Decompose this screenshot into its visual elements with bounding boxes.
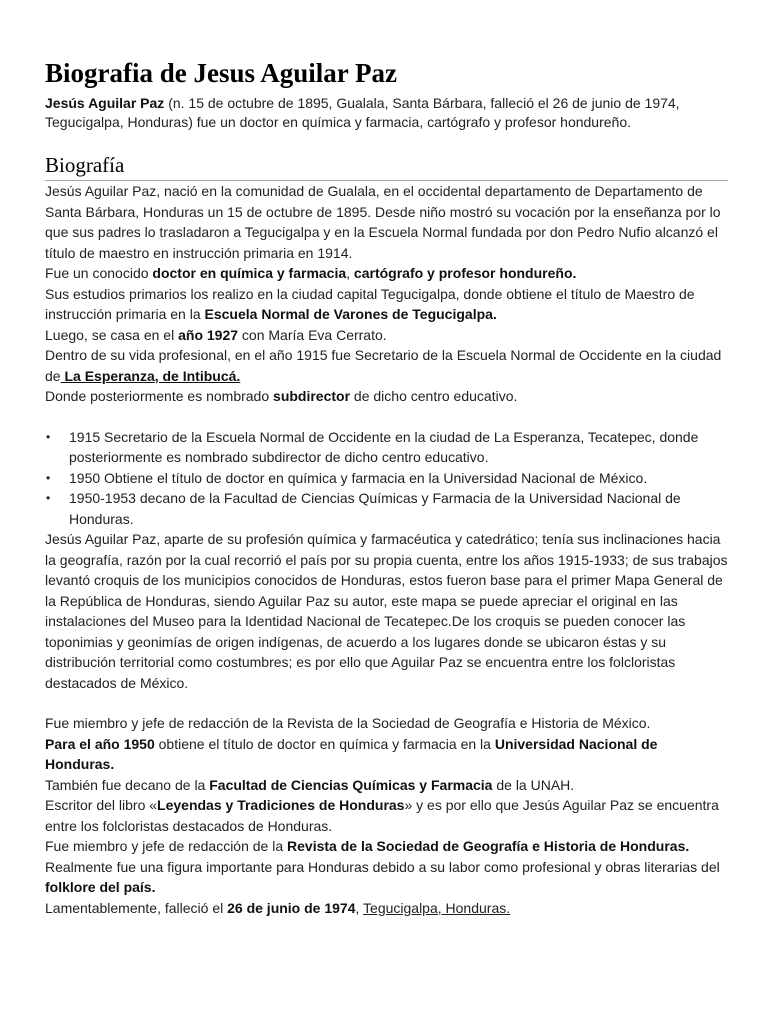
- paragraph-profession: [45, 263, 728, 284]
- list-item-text: 1950-1953 decano de la Facultad de Ciencias Químicas y Farmacia de la Universidad Nacional de Honduras.: [69, 490, 681, 527]
- dean-faculty: Facultad de Ciencias Químicas y Farmacia: [209, 776, 493, 793]
- paragraph-death: [45, 898, 728, 919]
- paragraph-book: [45, 795, 728, 836]
- revista-text: Fue miembro y jefe de redacción de la: [45, 838, 288, 854]
- career-list: [45, 427, 728, 530]
- book-text: Escritor del libro «: [45, 797, 158, 813]
- studies-bold: Escuela Normal de Varones de Tegucigalpa.: [204, 306, 497, 322]
- bullet-icon: •: [46, 470, 51, 485]
- section-heading-biografia: Biografía: [45, 152, 728, 181]
- book-title: Leyendas y Tradiciones de Honduras: [157, 797, 405, 813]
- profession-separator: ,: [346, 265, 354, 281]
- subdirector-text-end: de dicho centro educativo.: [350, 388, 518, 404]
- death-text: Lamentablemente, falleció el: [45, 899, 228, 916]
- paragraph-subdirector: [45, 386, 728, 407]
- list-item-text: 1915 Secretario de la Escuela Normal de Occidente en la ciudad de La Esperanza, Tecatepec, donde posteriormente es nombrado subdirector de dicho centro educativo.: [69, 428, 699, 465]
- importance-bold: folklore del país.: [45, 879, 156, 895]
- death-separator: ,: [355, 899, 364, 916]
- list-item-text: 1950 Obtiene el título de doctor en química y farmacia en la Universidad Nacional de México.: [69, 469, 648, 486]
- career-text: Dentro de su vida profesional, en el año 1915 fue Secretario de la Escuela Normal de Occidente en la ciudad de: [45, 347, 722, 384]
- marriage-text-end: con María Eva Cerrato.: [238, 326, 387, 343]
- list-item: [46, 488, 728, 529]
- subdirector-text: Donde posteriormente es nombrado: [45, 388, 274, 404]
- doctorate-university: Universidad Nacional de Honduras.: [45, 735, 658, 772]
- paragraph-revista-mexico: Fue miembro y jefe de redacción de la Revista de la Sociedad de Geografía e Historia de México.: [45, 715, 651, 731]
- link-la-esperanza[interactable]: La Esperanza, de Intibucá.: [60, 367, 241, 384]
- marriage-year: año 1927: [178, 326, 239, 343]
- profession-text: Fue un conocido: [45, 265, 153, 281]
- paragraph-revista-honduras: [45, 836, 728, 857]
- paragraph-importance: [45, 857, 728, 898]
- dean-text-end: de la UNAH.: [492, 776, 575, 793]
- book-text-end: » y es por ello que Jesús Aguilar Paz se encuentra entre los folcloristas destacados de Honduras.: [45, 797, 719, 834]
- lead-name: Jesús Aguilar Paz: [45, 95, 165, 111]
- subdirector-bold: subdirector: [273, 388, 351, 404]
- doctorate-year: Para el año 1950: [45, 735, 155, 752]
- paragraph-marriage: [45, 325, 728, 346]
- lead-paragraph: [45, 94, 728, 132]
- list-item: [46, 427, 728, 468]
- bullet-icon: •: [46, 491, 51, 505]
- profession-bold-2: cartógrafo y profesor hondureño.: [353, 265, 577, 281]
- list-item: [46, 468, 728, 489]
- paragraph-career: [45, 345, 728, 386]
- lead-text: (n. 15 de octubre de 1895, Gualala, Santa Bárbara, falleció el 26 de junio de 1974, Tegucigalpa, Honduras) fue un doctor en química y farmacia, cartógrafo y profesor hondureño.: [45, 95, 680, 130]
- importance-text: Realmente fue una figura importante para Honduras debido a su labor como profesional y obras literarias del: [45, 858, 720, 875]
- marriage-text: Luego, se casa en el: [45, 326, 179, 343]
- doctorate-text: obtiene el título de doctor en química y farmacia en la: [154, 735, 495, 752]
- dean-text: También fue decano de la: [45, 776, 210, 793]
- death-date: 26 de junio de 1974: [227, 899, 356, 916]
- paragraph-doctorate: [45, 734, 728, 775]
- paragraph-dean: [45, 775, 728, 796]
- paragraph-birth: [45, 181, 728, 263]
- bullet-icon: •: [46, 429, 51, 444]
- studies-text: Sus estudios primarios los realizo en la ciudad capital Tegucigalpa, donde obtiene el título de Maestro de instrucción primaria en la: [45, 285, 695, 322]
- page-title: Biografia de Jesus Aguilar Paz: [45, 58, 398, 88]
- revista-title: Revista de la Sociedad de Geografía e Historia de Honduras.: [287, 838, 690, 854]
- paragraph-birth-text: Jesús Aguilar Paz, nació en la comunidad de Gualala, en el occidental departamento de Departamento de Santa Bárbara, Honduras un 15 de octubre de 1895. Desde niño mostró su vocación por la enseñanza por lo que sus padres lo trasladaron a Tegucigalpa y en la Escuela Normal fundada por don Pedro Nufio alcanzó el título de maestro en instrucción primaria en 1914.: [45, 183, 721, 261]
- link-tegucigalpa[interactable]: Tegucigalpa, Honduras.: [363, 899, 511, 916]
- spacer: [45, 693, 728, 713]
- spacer: [45, 407, 728, 427]
- paragraph-studies: [45, 284, 728, 325]
- paragraph-geography: Jesús Aguilar Paz, aparte de su profesión química y farmacéutica y catedrático; tenía sus inclinaciones hacia la geografía, razón por la cual recorrió el país por su propia cuenta, entre los años 1915-1933; de sus trabajos levantó croquis de los municipios conocidos de Honduras, estos fueron base para el primer Mapa General de la República de Honduras, siendo Aguilar Paz su autor, este mapa se puede apreciar el original en las instalaciones del Museo para la Identidad Nacional de Tecatepec.De los croquis se pueden conocer las toponimias y geonimías de origen indígenas, de acuerdo a los lugares donde se ubicaron éstas y su distribución territorial como costumbres; es por ello que Aguilar Paz se encuentra entre los folcloristas destacados de México.: [45, 531, 728, 691]
- profession-bold-1: doctor en química y farmacia: [152, 265, 347, 281]
